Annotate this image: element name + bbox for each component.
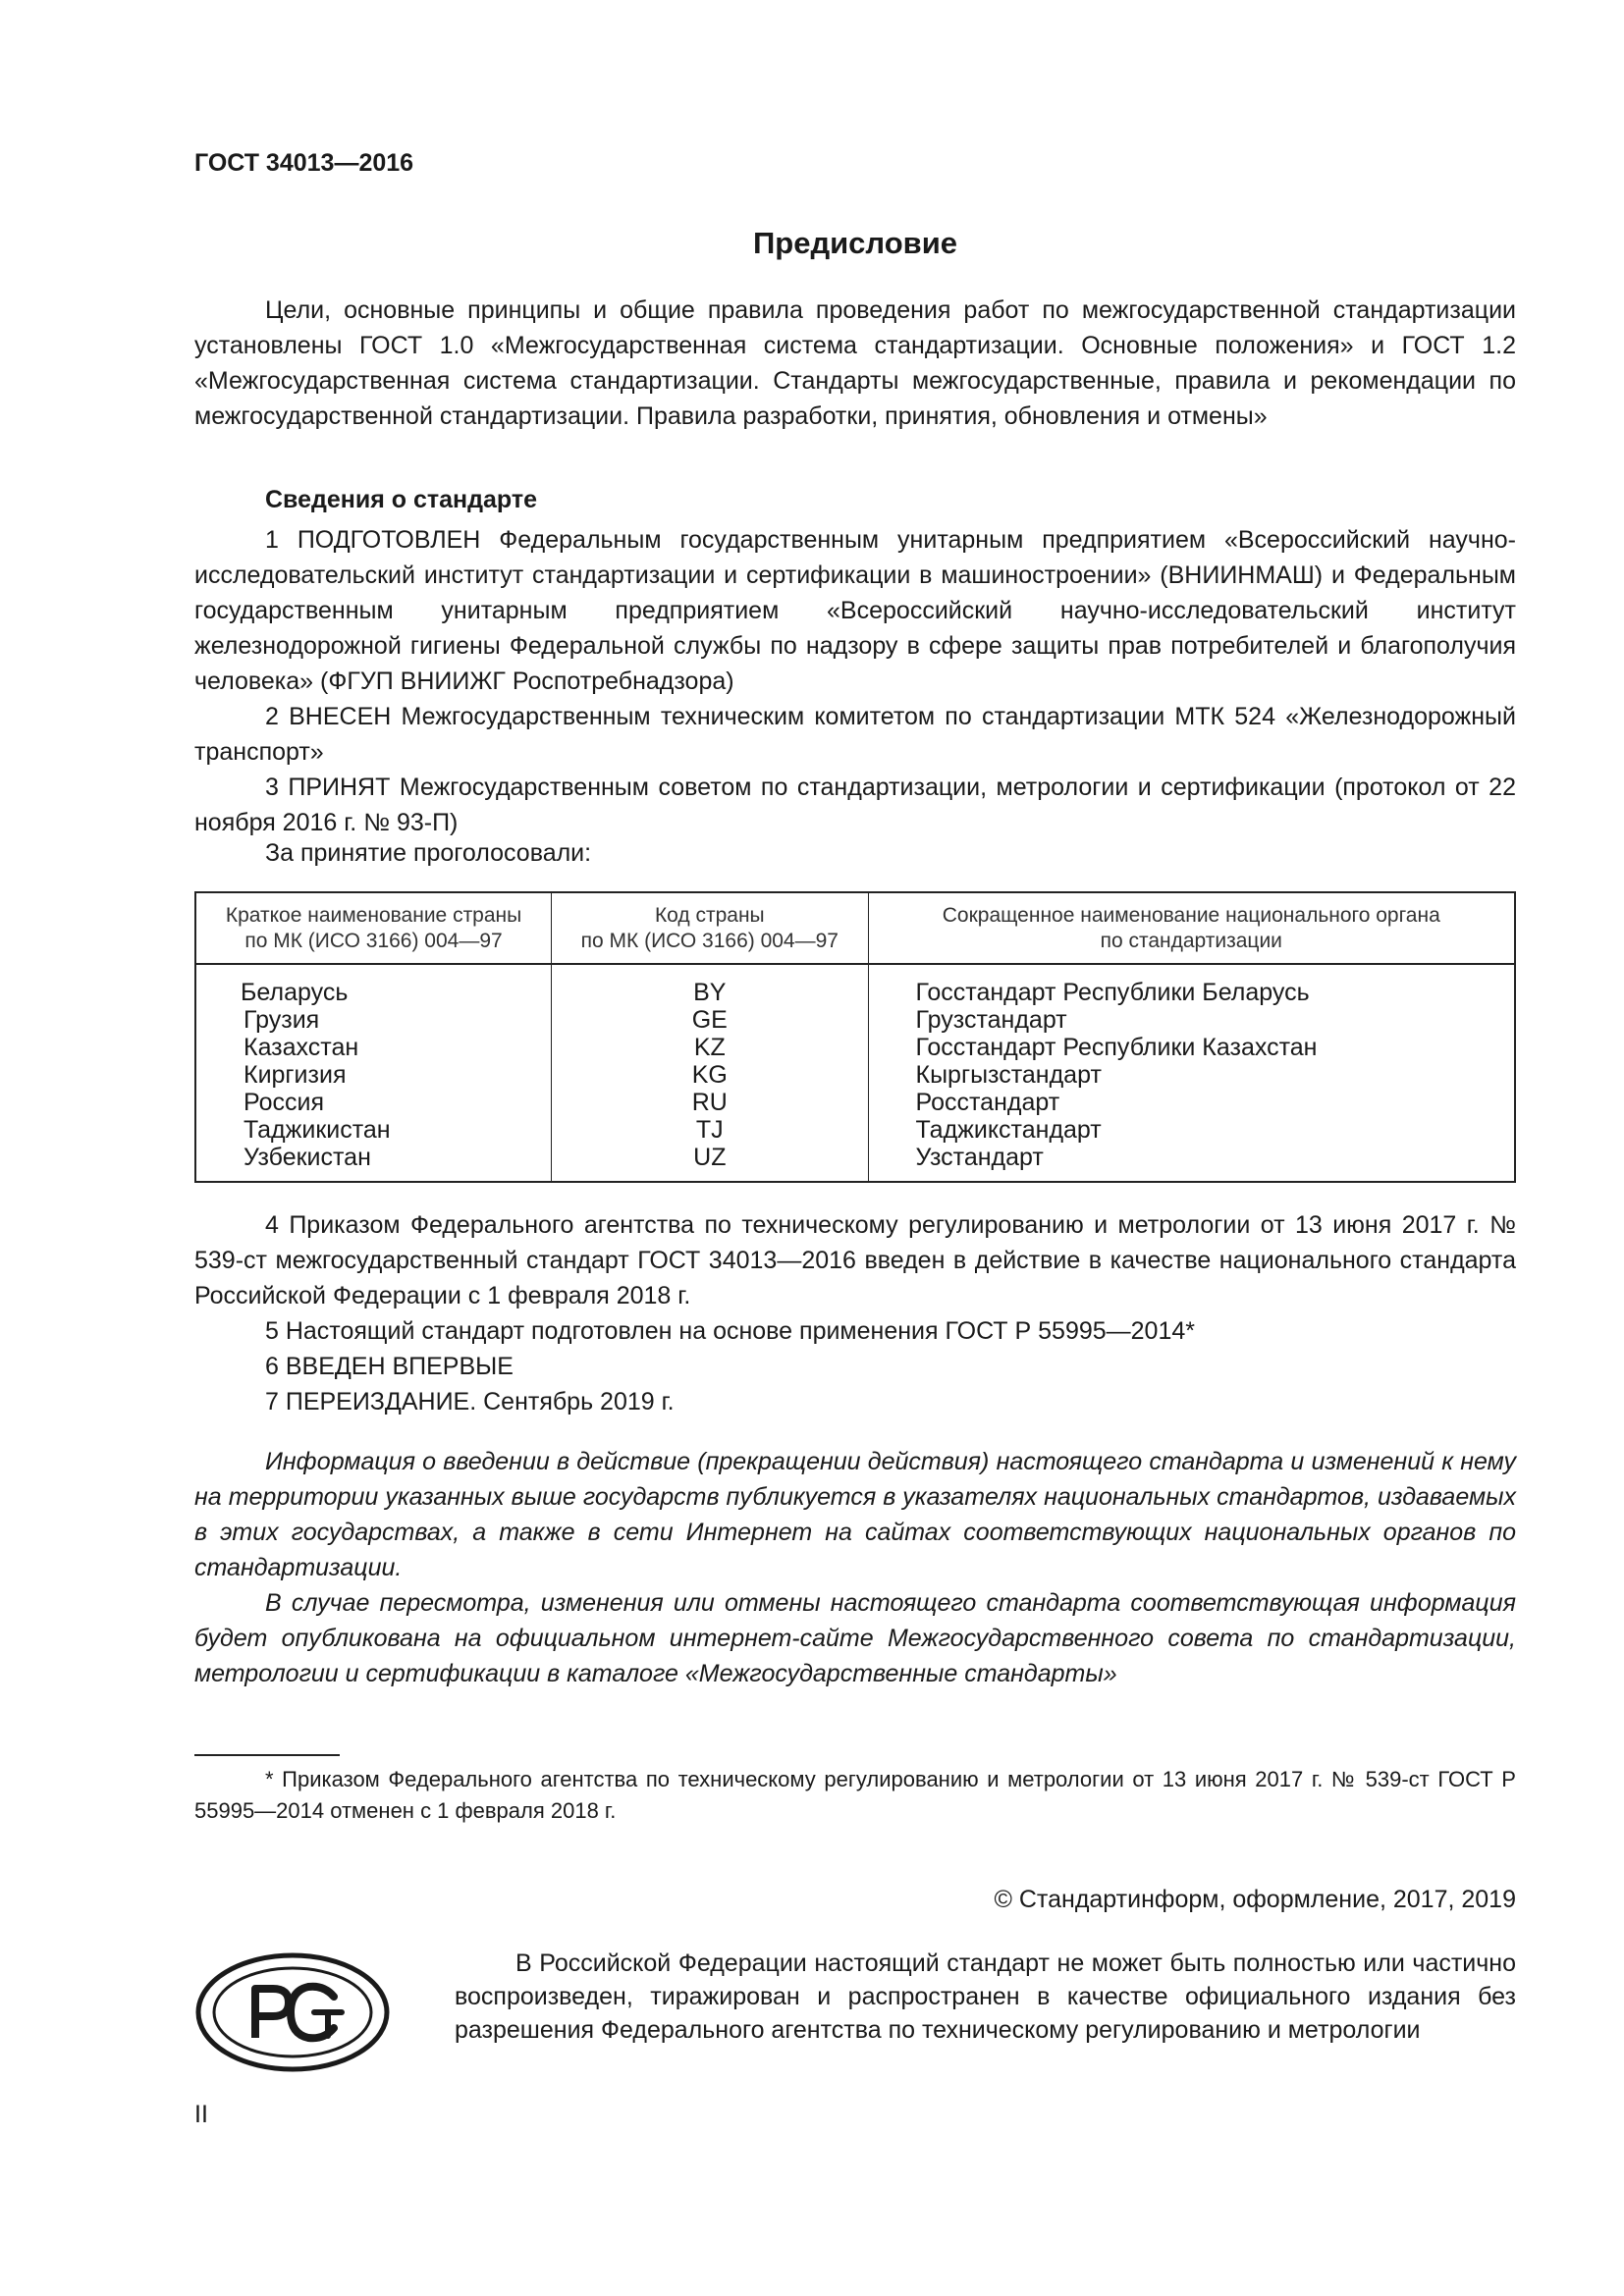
intro-text: Цели, основные принципы и общие правила проведения работ по межгосударственной стандартизации установлены ГОСТ 1.0 «Межгосударственная система стандартизации. Основные положения» и ГОСТ 1.2 «Межгосударственная система стандартизации. Стандарты межгосударственные, правила и рекомендации по межгосударственной стандартизации. Правила разработки, принятия, обновления и отмены» — [194, 296, 1516, 430]
table-body — [195, 964, 1515, 1182]
table-header-row — [195, 892, 1515, 964]
document-code: ГОСТ 34013—2016 — [194, 149, 414, 177]
table-cell-country: Казахстан — [244, 1034, 359, 1061]
table-cell-country: Беларусь — [241, 979, 349, 1006]
voted-label: За принятие проголосовали: — [265, 839, 592, 867]
national-body-column — [868, 964, 1515, 1182]
table-cell-code: TJ — [695, 1116, 724, 1144]
table-cell-code: GE — [691, 1006, 728, 1034]
voting-table — [194, 891, 1516, 1183]
table-cell-body: Грузстандарт — [915, 1006, 1067, 1034]
info-heading: Сведения о стандарте — [265, 486, 538, 513]
table-cell-code: RU — [691, 1089, 728, 1116]
table-cell-country: Грузия — [244, 1006, 320, 1034]
table-cell-body: Госстандарт Республики Беларусь — [915, 979, 1310, 1006]
footnote-divider — [194, 1754, 340, 1756]
table-cell-body: Госстандарт Республики Казахстан — [915, 1034, 1318, 1061]
header-national-body: Сокращенное наименование национального органа по стандартизации — [868, 892, 1515, 964]
notice-paragraph-1: Информация о введении в действие (прекращении действия) настоящего стандарта и изменений к нему на территории указанных выше государств публикуется в указателях национальных стандартов, издаваемых в этих государствах, а также в сети Интернет на сайтах соответствующих национальных органов по стандартизации. — [194, 1448, 1516, 1581]
page-number: II — [194, 2101, 208, 2128]
table-cell-code: UZ — [693, 1144, 727, 1171]
info-item-1: 1 ПОДГОТОВЛЕН Федеральным государственным унитарным предприятием «Всероссийский научно-исследовательский институт стандартизации и сертификации в машиностроении» (ВНИИНМАШ) и Федеральным государственным унитарным предприятием «Всероссийский научно-исследовательский институт железнодорожной гигиены Федеральной службы по надзору в сфере защиты прав потребителей и благополучия человека» (ФГУП ВНИИЖГ Роспотребнадзора) — [194, 526, 1516, 695]
footnote: * Приказом Федерального агентства по техническому регулированию и метрологии от 13 июня 2017 г. № 539-ст ГОСТ Р 55995—2014 отменен с 1 февраля 2018 г. — [194, 1767, 1516, 1823]
rst-certification-logo-icon — [194, 1951, 391, 2074]
table-cell-body: Кыргызстандарт — [915, 1061, 1102, 1089]
table-cell-body: Таджикстандарт — [915, 1116, 1102, 1144]
table-cell-body: Росстандарт — [915, 1089, 1060, 1116]
notice-paragraph-2: В случае пересмотра, изменения или отмены настоящего стандарта соответствующая информация будет опубликована на официальном интернет-сайте Межгосударственного совета по стандартизации, метрологии и сертификации в каталоге «Межгосударственные стандарты» — [194, 1589, 1516, 1687]
table-cell-country: Узбекистан — [244, 1144, 371, 1171]
header-country-name: Краткое наименование страны по МК (ИСО 3166) 004—97 — [195, 892, 552, 964]
page-title: Предисловие — [752, 226, 957, 260]
info-item-7: 7 ПЕРЕИЗДАНИЕ. Сентябрь 2019 г. — [265, 1388, 675, 1415]
info-item-2: 2 ВНЕСЕН Межгосударственным техническим комитетом по стандартизации МТК 524 «Железнодорожный транспорт» — [194, 703, 1516, 766]
table-cell-body: Узстандарт — [915, 1144, 1044, 1171]
header-country-code: Код страны по МК (ИСО 3166) 004—97 — [552, 892, 868, 964]
table-cell-country: Киргизия — [244, 1061, 347, 1089]
enactment-list — [194, 1207, 1516, 1419]
table-cell-country: Таджикистан — [244, 1116, 391, 1144]
table-cell-code: KG — [691, 1061, 728, 1089]
intro-paragraph — [194, 293, 1516, 434]
info-item-5: 5 Настоящий стандарт подготовлен на основе применения ГОСТ Р 55995—2014* — [265, 1317, 1195, 1345]
country-column — [195, 964, 552, 1182]
info-item-6: 6 ВВЕДЕН ВПЕРВЫЕ — [265, 1353, 514, 1380]
info-list — [194, 522, 1516, 840]
info-item-3: 3 ПРИНЯТ Межгосударственным советом по стандартизации, метрологии и сертификации (протокол от 22 ноября 2016 г. № 93-П) — [194, 774, 1516, 836]
code-column — [552, 964, 868, 1182]
table-cell-code: KZ — [693, 1034, 726, 1061]
copyright-line: © Стандартинформ, оформление, 2017, 2019 — [994, 1886, 1516, 1913]
rights-notice: В Российской Федерации настоящий стандарт не может быть полностью или частично воспроизведен, тиражирован и распространен в качестве официального издания без разрешения Федерального агентства по техническому регулированию и метрологии — [455, 1949, 1516, 2044]
table-cell-country: Россия — [244, 1089, 324, 1116]
publication-notice — [194, 1444, 1516, 1691]
table-cell-code: BY — [693, 979, 727, 1006]
info-item-4: 4 Приказом Федерального агентства по техническому регулированию и метрологии от 13 июня 2017 г. № 539-ст межгосударственный стандарт ГОСТ 34013—2016 введен в действие в качестве национального стандарта Российской Федерации с 1 февраля 2018 г. — [194, 1211, 1516, 1309]
